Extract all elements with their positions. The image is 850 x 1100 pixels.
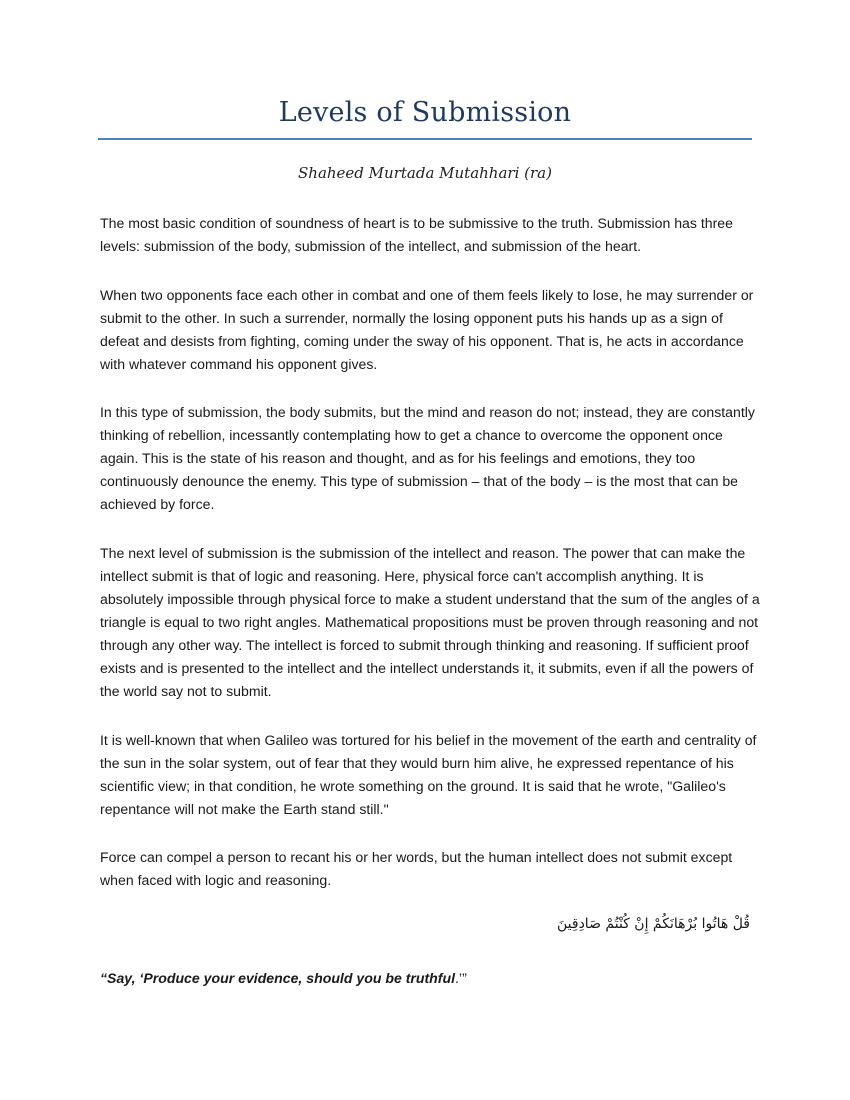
- title-divider: [98, 138, 752, 140]
- verse-translation: [100, 967, 467, 990]
- author-byline: Shaheed Murtada Mutahhari (ra): [298, 164, 552, 182]
- body-paragraph: When two opponents face each other in combat and one of them feels likely to lose, he may surrender or submit to the other. In such a surrender, normally the losing opponent puts his hands up as a sign of defeat and desists from fighting, coming under the sway of his opponent. That is, he acts in accordance with whatever command his opponent gives.: [100, 287, 754, 372]
- page-title: Levels of Submission: [278, 97, 572, 128]
- body-paragraph: In this type of submission, the body submits, but the mind and reason do not; instead, they are constantly thinking of rebellion, incessantly contemplating how to get a chance to overcome the opponent once again. This is the state of his reason and thought, and as for his feelings and emotions, they too continuously denounce the enemy. This type of submission – that of the body – is the most that can be achieved by force.: [100, 404, 755, 512]
- body-paragraph: The most basic condition of soundness of heart is to be submissive to the truth. Submission has three levels: submission of the body, submission of the intellect, and submission of the heart.: [100, 215, 733, 254]
- verse-translation-tail: .’”: [455, 970, 467, 986]
- body-paragraph: Force can compel a person to recant his or her words, but the human intellect does not submit except when faced with logic and reasoning.: [100, 849, 733, 888]
- body-paragraph: The next level of submission is the submission of the intellect and reason. The power that can make the intellect submit is that of logic and reasoning. Here, physical force can't accomplish anything. It is absolutely impossible through physical force to make a student understand that the sum of the angles of a triangle is equal to two right angles. Mathematical propositions must be proven through reasoning and not through any other way. The intellect is forced to submit through thinking and reasoning. If sufficient proof exists and is presented to the intellect and the intellect understands it, it submits, even if all the powers of the world say not to submit.: [100, 545, 760, 699]
- arabic-verse: قُلْ هَاتُوا بُرْهَانَكُمْ إِنْ كُنْتُمْ صَادِقِينَ: [557, 916, 750, 932]
- body-paragraph: It is well-known that when Galileo was tortured for his belief in the movement of the earth and centrality of the sun in the solar system, out of fear that they would burn him alive, he expressed repentance of his scientific view; in that condition, he wrote something on the ground. It is said that he wrote, "Galileo's repentance will not make the Earth stand still.": [100, 732, 757, 817]
- verse-translation-emphasis: “Say, ‘Produce your evidence, should you be truthful: [100, 970, 456, 986]
